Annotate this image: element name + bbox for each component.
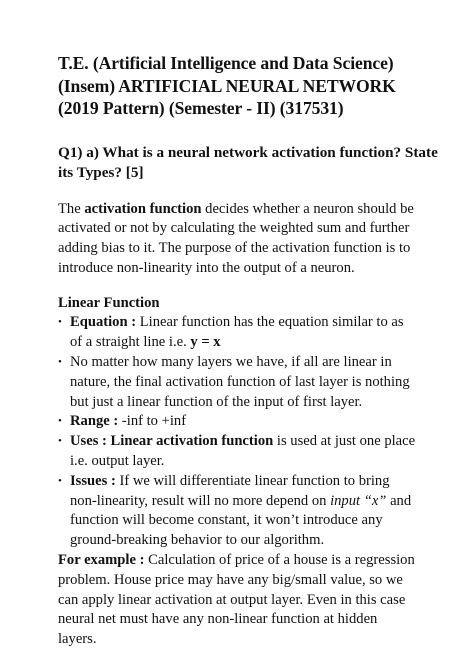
list-italic: input “x” bbox=[330, 492, 387, 509]
title-line-1: T.E. (Artificial Intelligence and Data Science) bbox=[58, 53, 394, 73]
list-label: Range : bbox=[70, 413, 119, 430]
list-line bbox=[70, 313, 416, 333]
bullet-icon: • bbox=[58, 415, 62, 428]
intro-line-2: activated or not by calculating the weighted sum and further bbox=[58, 220, 410, 237]
list-item-equation bbox=[58, 313, 416, 353]
example-line: layers. bbox=[58, 631, 97, 648]
list-item-layers bbox=[58, 353, 416, 412]
list-label: Uses : bbox=[70, 433, 107, 450]
list-line bbox=[70, 492, 416, 512]
example-line: neural net must have any non-linear function at hidden bbox=[58, 611, 378, 628]
bullet-icon: • bbox=[58, 356, 62, 369]
example-text: Calculation of price of a house is a regression bbox=[144, 552, 415, 569]
list-text: If we will differentiate linear function to bring bbox=[115, 472, 390, 489]
bullet-icon: • bbox=[58, 474, 62, 487]
list-label: Issues : bbox=[70, 472, 116, 489]
example-line: can apply linear activation at output layer. Even in this case bbox=[58, 591, 406, 608]
list-item-uses bbox=[58, 432, 416, 472]
title-line-3: (2019 Pattern) (Semester - II) (317531) bbox=[58, 98, 344, 118]
bullet-list bbox=[58, 313, 416, 551]
list-text: non-linearity, result will no more depend on bbox=[70, 492, 331, 509]
document-title bbox=[58, 52, 416, 120]
intro-text: The bbox=[58, 200, 85, 217]
intro-term: activation function bbox=[84, 200, 202, 217]
intro-paragraph bbox=[58, 200, 416, 279]
example-label: For example : bbox=[58, 552, 145, 569]
list-line: ground-breaking behavior to our algorithm. bbox=[70, 532, 325, 549]
title-line-2: (Insem) ARTIFICIAL NEURAL NETWORK bbox=[58, 75, 396, 96]
list-line: but just a linear function of the input of first layer. bbox=[70, 393, 363, 410]
list-line bbox=[70, 412, 416, 432]
intro-line-4: introduce non-linearity into the output of a neuron. bbox=[58, 259, 355, 276]
list-item-issues bbox=[58, 472, 416, 551]
list-line bbox=[70, 472, 416, 492]
section-heading: Linear Function bbox=[58, 294, 160, 311]
intro-line-3: adding bias to it. The purpose of the activation function is to bbox=[58, 240, 411, 257]
example-line bbox=[58, 551, 416, 571]
example-line: problem. House price may have any big/small value, so we bbox=[58, 571, 403, 588]
example-paragraph bbox=[58, 551, 416, 650]
list-text: of a straight line i.e. bbox=[70, 334, 191, 351]
question-line-2: its Types? [5] bbox=[58, 163, 144, 181]
intro-text: decides whether a neuron should be bbox=[201, 200, 414, 217]
list-line: No matter how many layers we have, if all are linear in bbox=[70, 354, 392, 371]
list-line bbox=[70, 432, 416, 452]
list-line: nature, the final activation function of last layer is nothing bbox=[70, 373, 410, 390]
list-item-range bbox=[58, 412, 416, 432]
list-label: Equation : bbox=[70, 314, 137, 331]
list-line: i.e. output layer. bbox=[70, 453, 165, 470]
list-term: Linear activation function bbox=[106, 433, 274, 450]
question-heading bbox=[58, 143, 438, 183]
bullet-icon: • bbox=[58, 316, 62, 329]
intro-line-1 bbox=[58, 200, 416, 220]
bullet-icon: • bbox=[58, 435, 62, 448]
list-line bbox=[70, 333, 416, 353]
question-line-1: Q1) a) What is a neural network activation function? State bbox=[58, 143, 438, 161]
list-text: -inf to +inf bbox=[118, 413, 187, 430]
list-text: and bbox=[386, 492, 412, 509]
list-text: is used at just one place bbox=[273, 433, 416, 450]
equation-formula: y = x bbox=[190, 334, 221, 351]
list-text: Linear function has the equation similar to as bbox=[136, 314, 404, 331]
list-line: function will become constant, it won’t introduce any bbox=[70, 512, 383, 529]
